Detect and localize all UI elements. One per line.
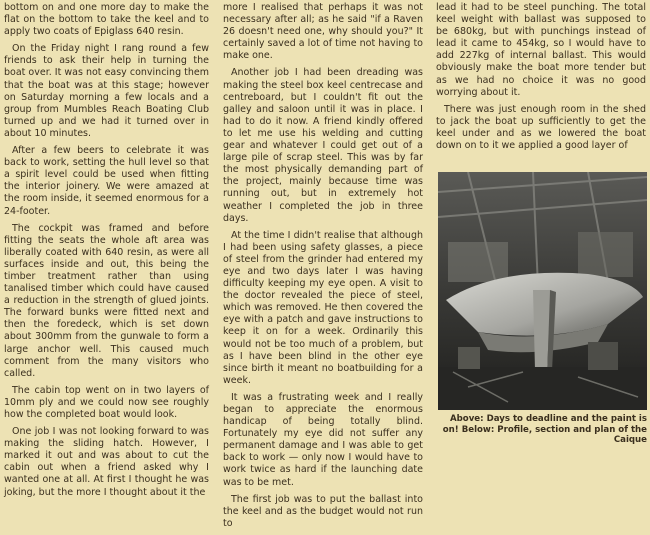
paragraph: more I realised that perhaps it was not necessary after all; as he said "if a Raven 26 doesn't need one, why should you?" It certainly saved a lot of time not having to make one.	[223, 2, 423, 62]
paragraph: Another job I had been dreading was making the steel box keel centrecase and centreboard, but I couldn't fit out the galley and saloon until it was in place. I had to do it now. A friend kindly offered to let me use his welding and cutting gear and whatever I could get out of a large pile of scrap steel. This was by far the most physically demanding part of the project, mainly because time was running out, but in extremely hot weather I completed the job in three days.	[223, 67, 423, 224]
article-column-3	[436, 2, 646, 157]
photo-caption: Above: Days to deadline and the paint is on! Below: Profile, section and plan of the Caique	[442, 414, 647, 445]
paragraph: On the Friday night I rang round a few friends to ask their help in turning the boat over. It was not easy convincing them that the boat was at this stage; however on Saturday morning a few locals and a group from Mumbles Reach Boating Club turned up and we had it turned over in about 10 minutes.	[4, 43, 209, 139]
paragraph: bottom on and one more day to make the flat on the bottom to take the keel and to apply two coats of Epiglass 640 resin.	[4, 2, 209, 38]
paragraph: The cabin top went on in two layers of 10mm ply and we could now see roughly how the completed boat would look.	[4, 384, 209, 420]
paragraph: lead it had to be steel punching. The total keel weight with ballast was supposed to be 680kg, but with punchings instead of lead it came to 454kg, so I would have to add 227kg of internal ballast. This would obviously make the boat more tender but as we had no choice it was no good worrying about it.	[436, 2, 646, 98]
paragraph: It was a frustrating week and I really began to appreciate the enormous handicap of being totally blind. Fortunately my eye did not suffer any permanent damage and I was able to get back to work — only now I would have to work twice as hard if the launching date was to be met.	[223, 391, 423, 488]
boat-hull-photo-icon	[438, 172, 647, 410]
paragraph: The cockpit was framed and before fitting the seats the whole aft area was liberally coated with 640 resin, as were all surfaces inside and out, this being the timber treatment rather than using tanalised timber which could have caused a reduction in the strength of glued joints. The forward bunks were fitted next and then the foredeck, which is set down about 300mm from the gunwale to form a large anchor well. This caused much comment from the many visitors who called.	[4, 222, 209, 379]
paragraph: After a few beers to celebrate it was back to work, setting the hull level so that a spirit level could be used when fitting the interior joinery. We were amazed at the room inside, it seemed enormous for a 24-footer.	[4, 145, 209, 217]
article-column-1	[4, 2, 209, 504]
paragraph: The first job was to put the ballast into the keel and as the budget would not run to	[223, 493, 423, 529]
article-column-2	[223, 2, 423, 535]
paragraph: One job I was not looking forward to was making the sliding hatch. However, I marked it out and was about to cut the cabin out when a friend asked why I wanted one at all. At first I thought he was joking, but the more I thought about it the	[4, 426, 209, 498]
paragraph: There was just enough room in the shed to jack the boat up sufficiently to get the keel under and as we lowered the boat down on to it we applied a good layer of	[436, 103, 646, 152]
boat-hull-photo	[438, 172, 647, 410]
paragraph: At the time I didn't realise that although I had been using safety glasses, a piece of steel from the grinder had entered my eye and two days later I was having difficulty keeping my eye open. A visit to the doctor revealed the piece of steel, which was removed. He then covered the eye with a patch and gave instructions to keep it on for a week. Ordinarily this would not be too much of a problem, but as I have been blind in the other eye since birth it meant no boatbuilding for a week.	[223, 229, 423, 386]
